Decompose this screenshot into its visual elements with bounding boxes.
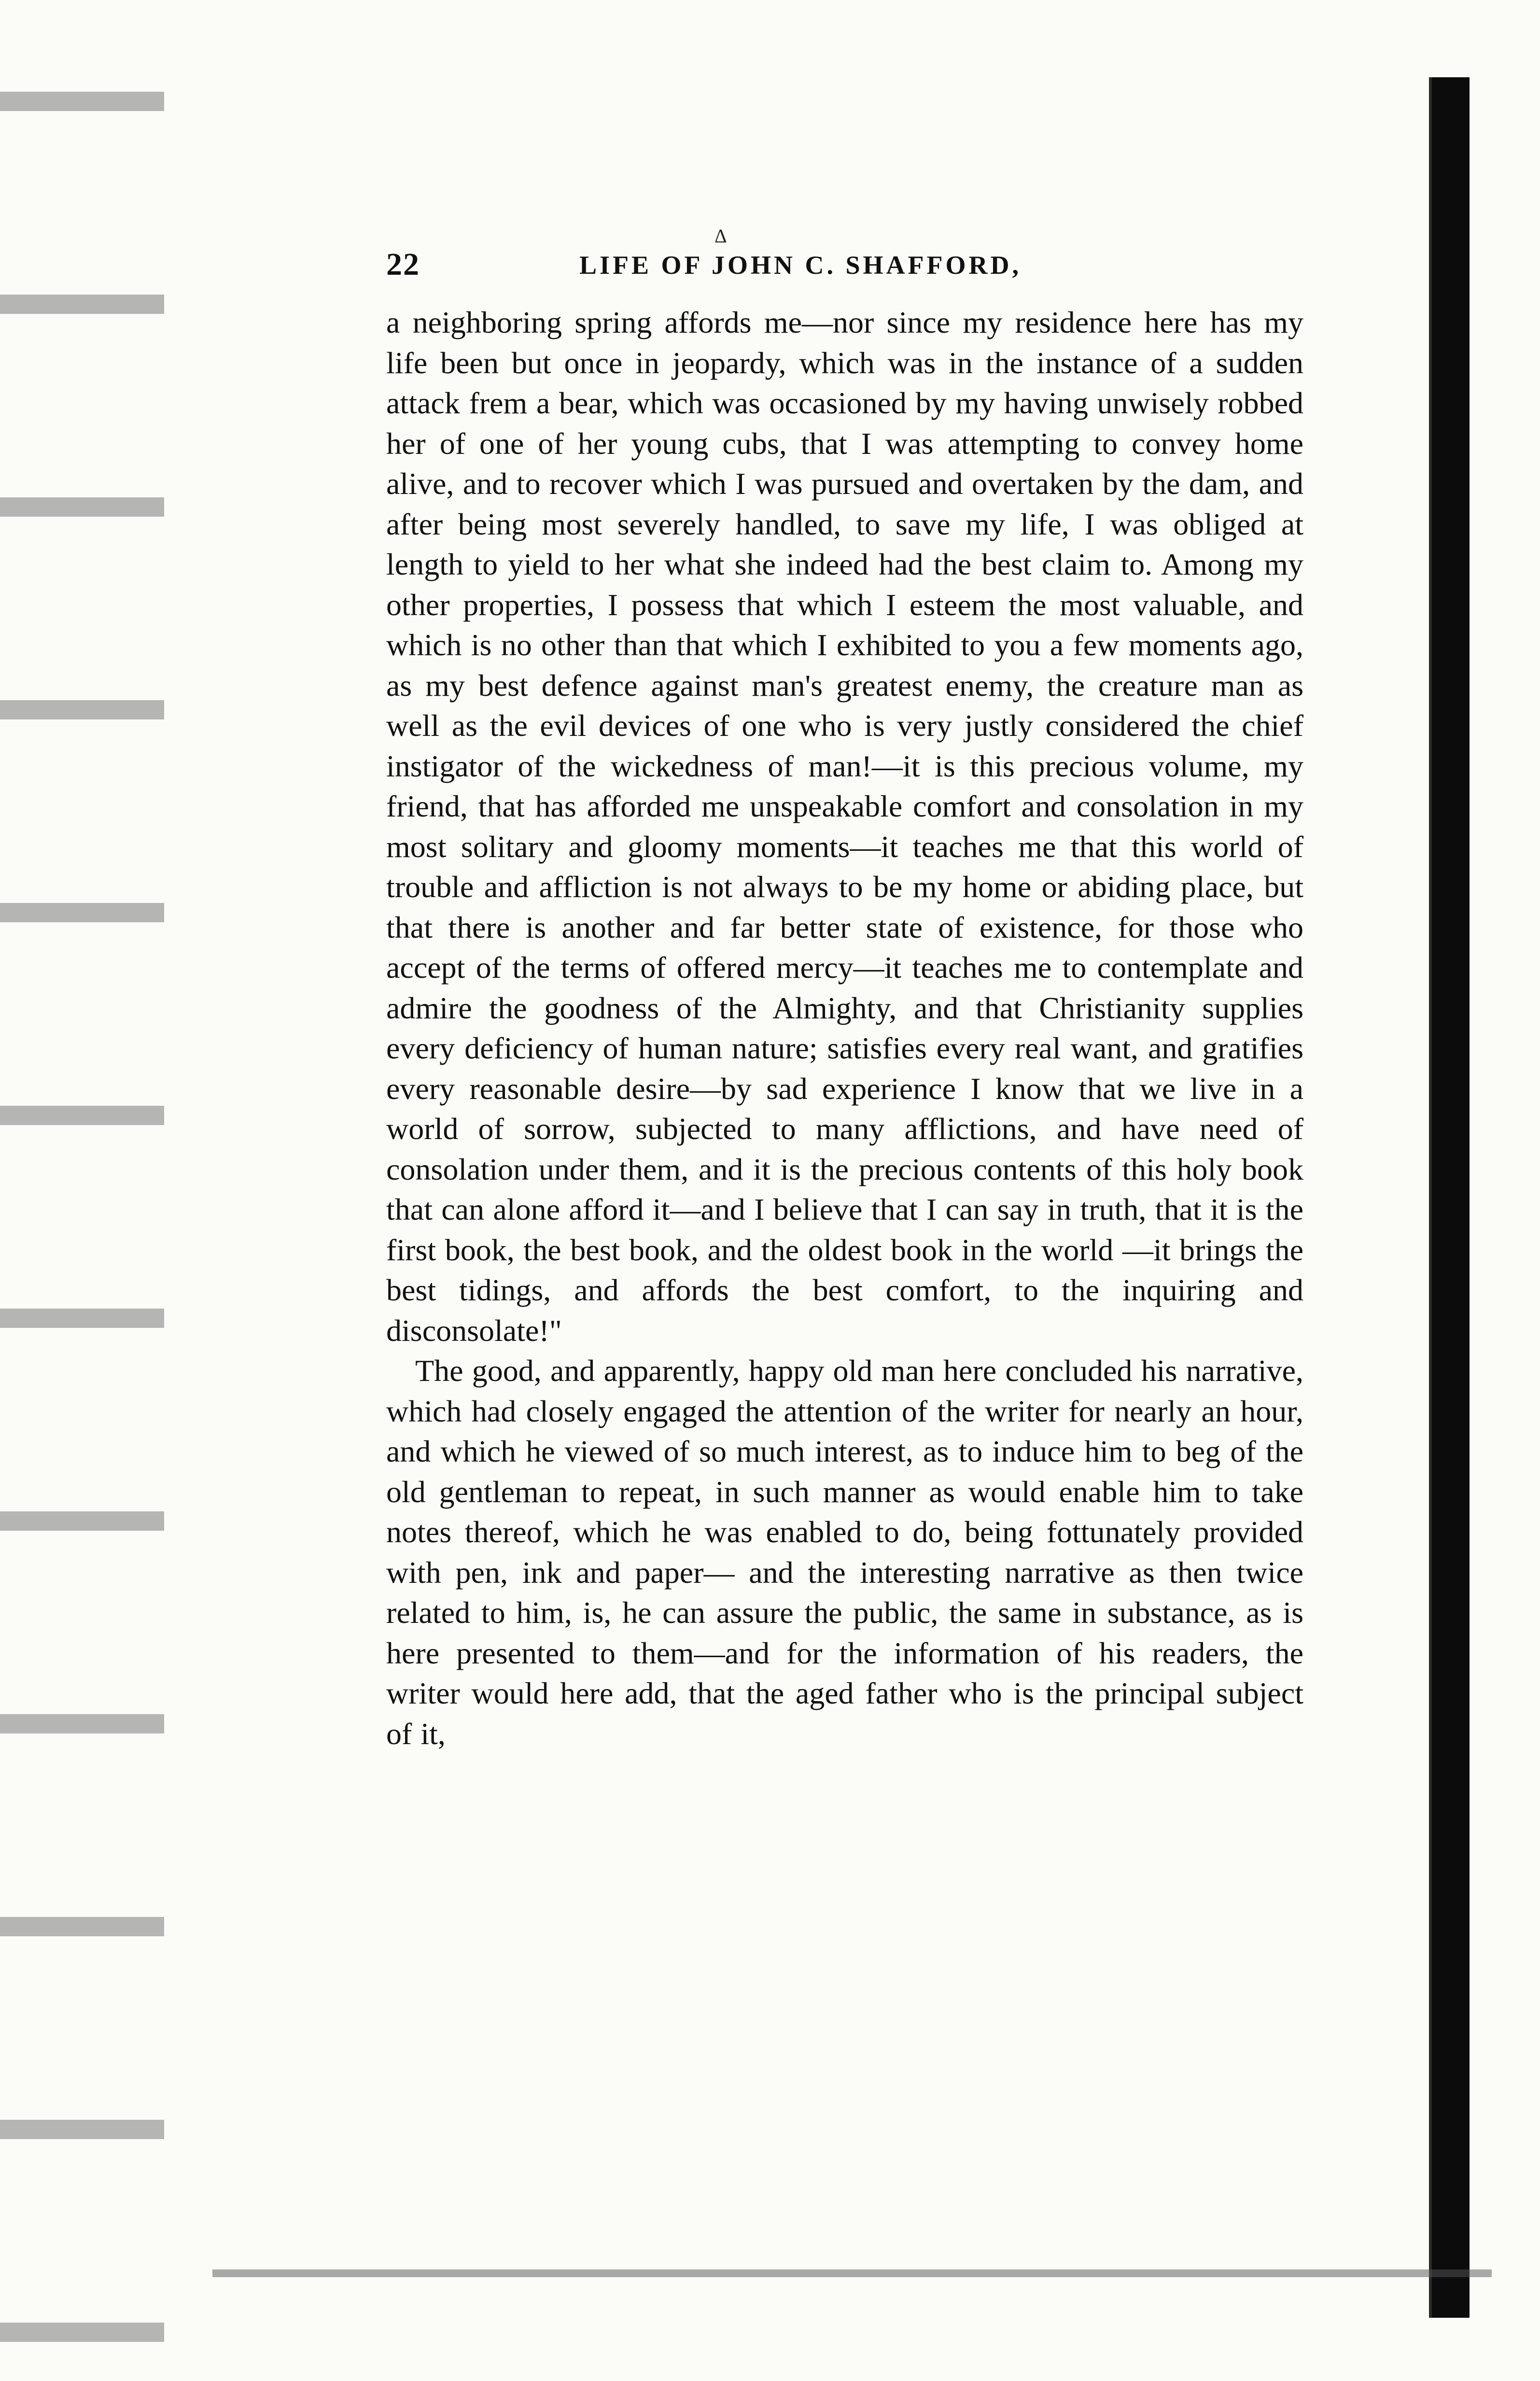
- page-number: 22: [386, 247, 420, 282]
- running-head: [386, 246, 1303, 290]
- scan-bottom-edge: [212, 2269, 1492, 2277]
- printer-mark: Δ: [714, 225, 727, 247]
- running-title: LIFE OF JOHN C. SHAFFORD,: [579, 251, 1022, 280]
- body-paragraph-2: The good, and apparently, happy old man here concluded his narrative, which had closely engaged the attention of the writer for nearly an hour, and which he viewed of so much interest, as to induce him to beg of the old gentleman to repeat, in such manner as would enable him to take notes thereof, which he was enabled to do, being fottunately provided with pen, ink and paper— and the interesting narrative as then twice related to him, is, he can assure the public, the same in substance, as is here presented to them—and for the information of his readers, the writer would here add, that the aged father who is the principal subject of it,: [386, 1353, 1303, 1751]
- scan-binding-shadow: [1429, 77, 1470, 2318]
- scan-shadow-left: [0, 0, 164, 2381]
- book-page: [386, 246, 1303, 1754]
- body-paragraph-1: a neighboring spring affords me—nor since my residence here has my life been but once in jeopardy, which was in the instance of a sudden attack frem a bear, which was occasioned by my having unwisely robbed her of one of her young cubs, that I was attempting to convey home alive, and to recover which I was pursued and overtaken by the dam, and after being most severely handled, to save my life, I was obliged at length to yield to her what she indeed had the best claim to. Among my other properties, I possess that which I esteem the most valuable, and which is no other than that which I exhibited to you a few moments ago, as my best defence against man's greatest enemy, the creature man as well as the evil devices of one who is very justly considered the chief instigator of the wickedness of man!—it is this precious volume, my friend, that has afforded me unspeakable comfort and consolation in my most solitary and gloomy moments—it teaches me that this world of trouble and affliction is not always to be my home or abiding place, but that there is another and far better state of existence, for those who accept of the terms of offered mercy—it teaches me to contemplate and admire the goodness of the Almighty, and that Christianity supplies every deficiency of human nature; satisfies every real want, and gratifies every reasonable desire—by sad experience I know that we live in a world of sorrow, subjected to many afflictions, and have need of consolation under them, and it is the precious contents of this holy book that can alone afford it—and I believe that I can say in truth, that it is the first book, the best book, and the oldest book in the world —it brings the best tidings, and affords the best comfort, to the inquiring and disconsolate!": [386, 305, 1303, 1348]
